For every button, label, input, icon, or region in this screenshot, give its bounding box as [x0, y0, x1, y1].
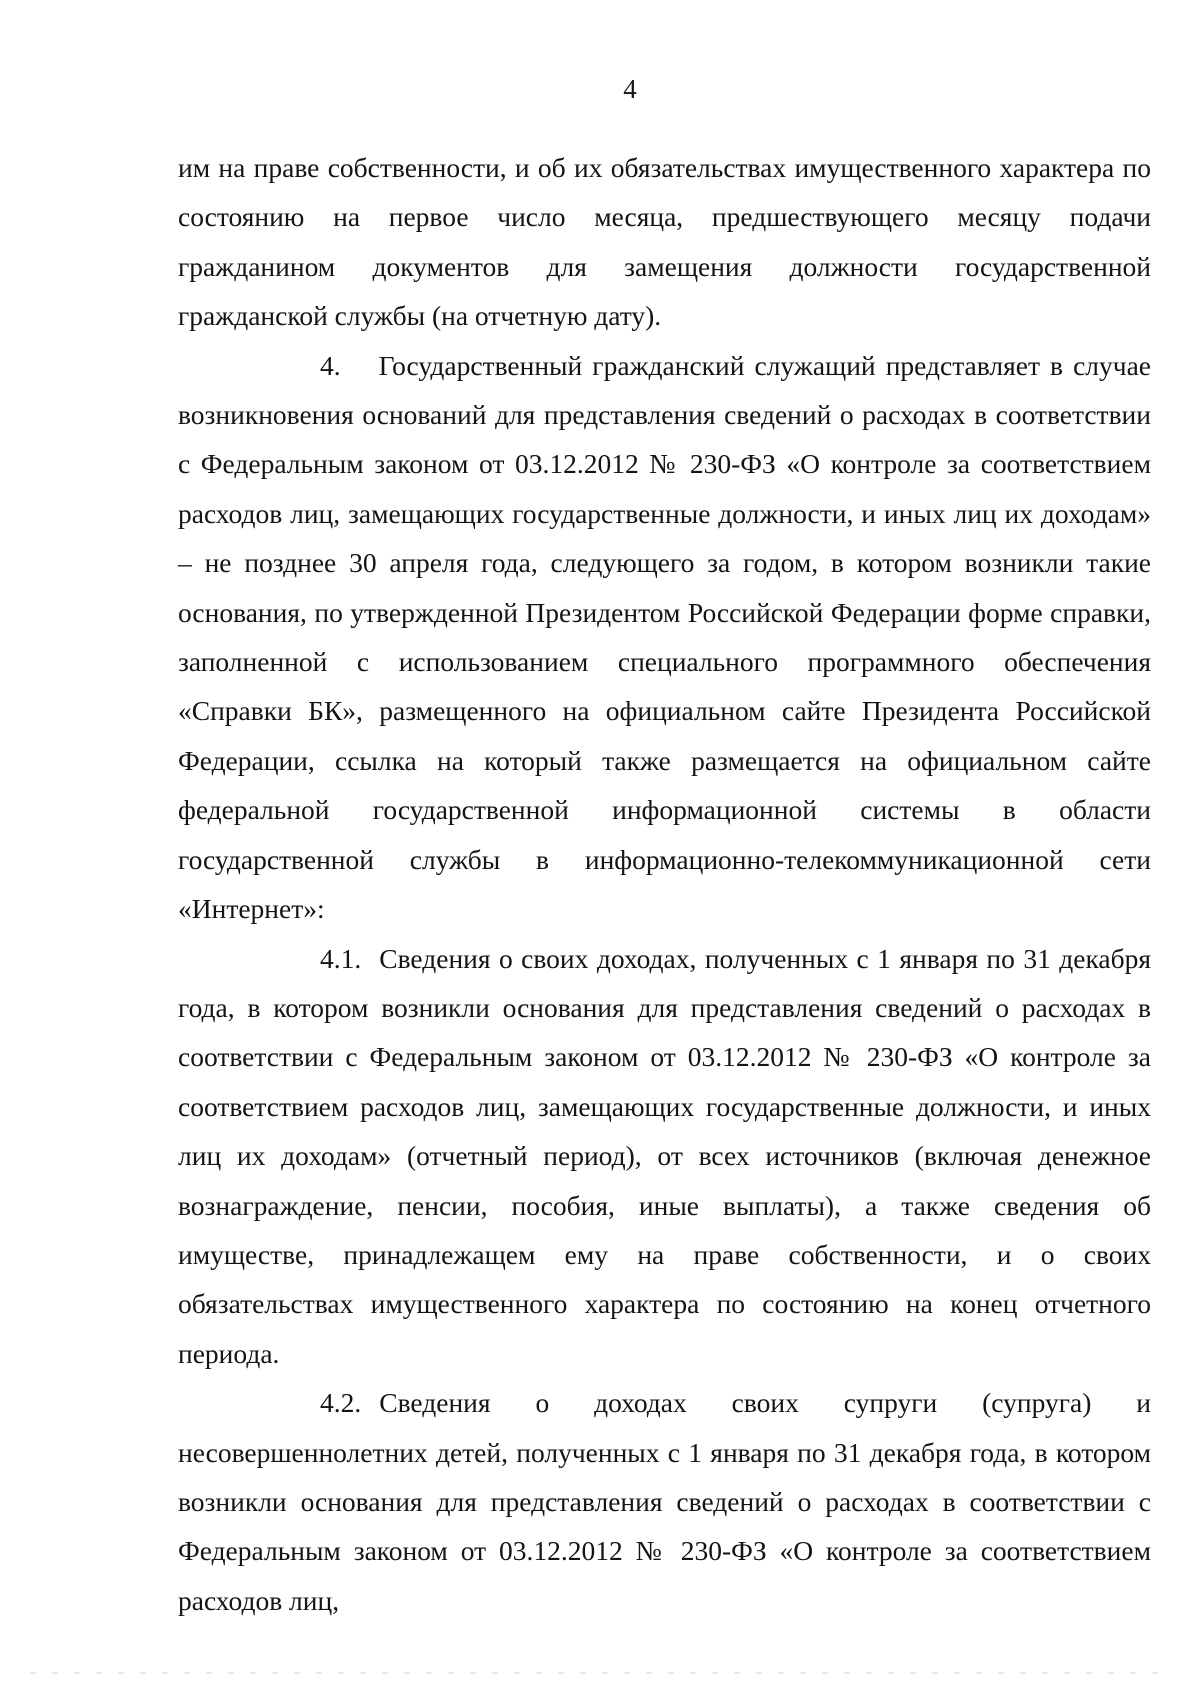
paragraph-4-1 — [178, 934, 1151, 1379]
paragraph-4 — [178, 341, 1151, 934]
page-number: 4 — [623, 74, 637, 104]
paragraph-continuation — [178, 143, 1151, 341]
paragraph-text: Сведения о доходах своих супруги (супруга) и несовершеннолетних детей, полученных с 1 января по 31 декабря года, в котором возникли основания для представления сведений о расходах в соответствии с Федеральным законом от 03.12.2012 № 230-ФЗ «О контроле за соответствием расходов лиц, — [178, 1387, 1151, 1616]
paragraph-4-2 — [178, 1378, 1151, 1625]
paragraph-number: 4. — [320, 349, 341, 381]
paragraph-number: 4.1. — [320, 942, 362, 974]
paragraph-number: 4.2. — [320, 1387, 362, 1419]
paragraph-text: им на праве собственности, и об их обязательствах имущественного характера по состоянию на первое число месяца, предшествующего месяцу подачи гражданином документов для замещения должности государственной гражданской службы (на отчетную дату). — [178, 152, 1151, 332]
document-body — [178, 143, 1151, 1625]
paragraph-text: Государственный гражданский служащий представляет в случае возникновения оснований для представления сведений о расходах в соответствии с Федеральным законом от 03.12.2012 № 230-ФЗ «О контроле за соответствием расходов лиц, замещающих государственные должности, и иных лиц их доходам» – не позднее 30 апреля года, следующего за годом, в котором возникли такие основания, по утвержденной Президентом Российской Федерации форме справки, заполненной с использованием специального программного обеспечения «Справки БК», размещенного на официальном сайте Президента Российской Федерации, ссылка на который также размещается на официальном сайте федеральной государственной информационной системы в области государственной службы в информационно-телекоммуникационной сети «Интернет»: — [178, 349, 1151, 925]
scan-edge-noise — [30, 1672, 1170, 1674]
paragraph-text: Сведения о своих доходах, полученных с 1 января по 31 декабря года, в котором возникли основания для представления сведений о расходах в соответствии с Федеральным законом от 03.12.2012 № 230-ФЗ «О контроле за соответствием расходов лиц, замещающих государственные должности, и иных лиц их доходам» (отчетный период), от всех источников (включая денежное вознаграждение, пенсии, пособия, иные выплаты), а также сведения об имуществе, принадлежащем ему на праве собственности, и о своих обязательствах имущественного характера по состоянию на конец отчетного периода. — [178, 942, 1151, 1369]
